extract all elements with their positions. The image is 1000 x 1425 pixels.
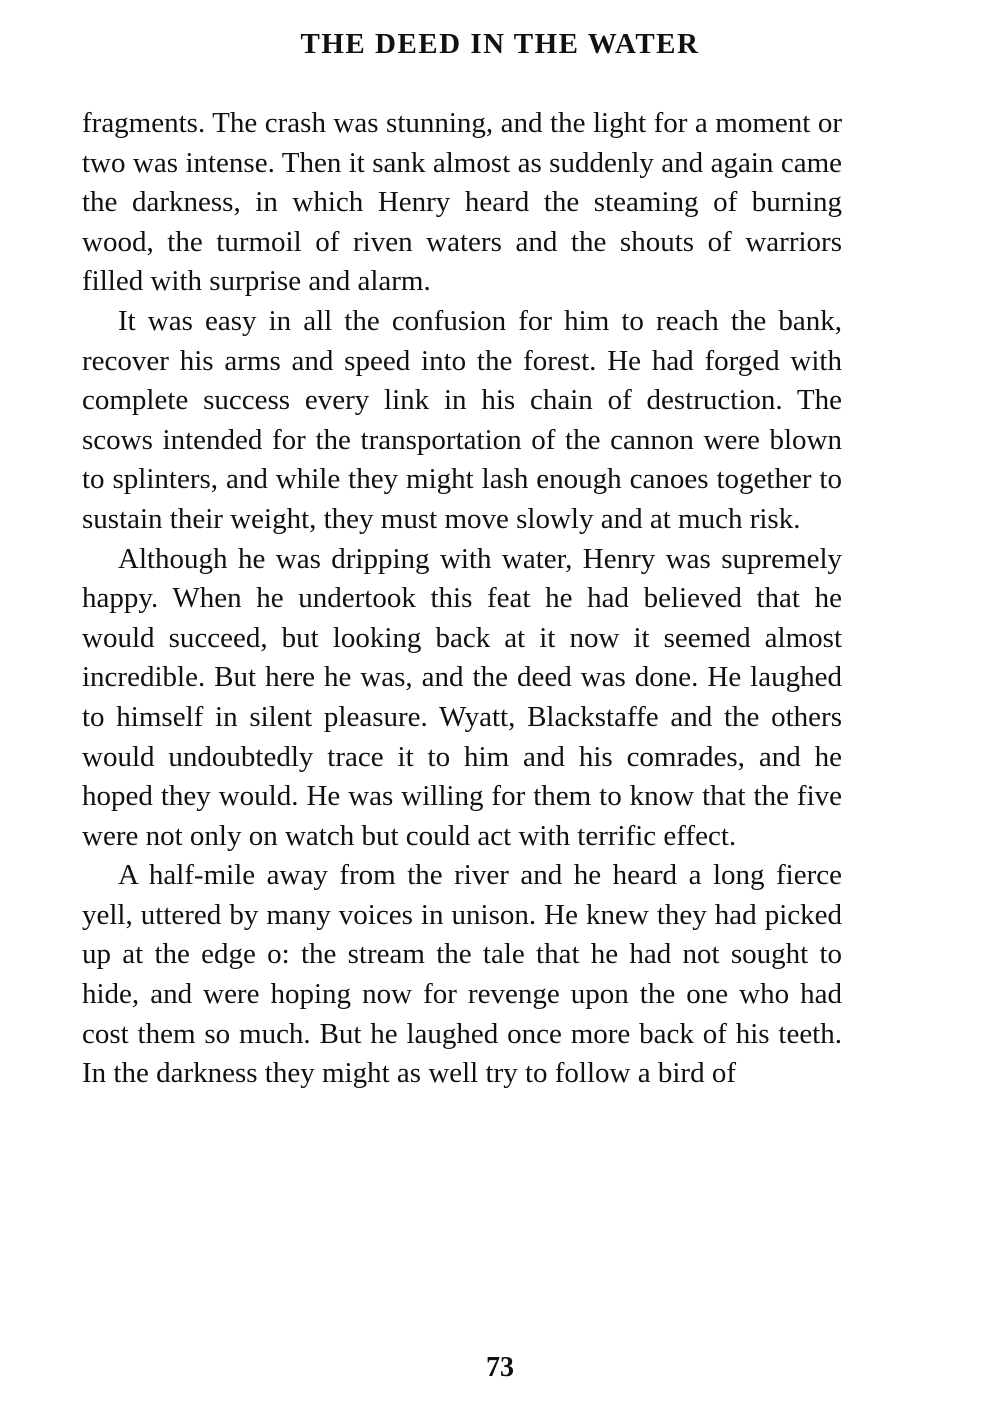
running-head-title: THE DEED IN THE WATER: [300, 28, 700, 60]
body-text: [82, 104, 842, 1094]
paragraph: It was easy in all the confusion for him to reach the bank, recover his arms and speed into the forest. He had forged with complete success every link in his chain of destruction. The scows intended for the transportation of the cannon were blown to splinters, and while they might lash enough canoes together to sustain their weight, they must move slowly and at much risk.: [82, 304, 842, 535]
paragraph-continued: fragments. The crash was stunning, and the light for a moment or two was intense. Then it sank almost as suddenly and again came the darkness, in which Henry heard the steaming of burning wood, the turmoil of riven waters and the shouts of warriors filled with surprise and alarm.: [82, 107, 842, 298]
paragraph: A half-mile away from the river and he heard a long fierce yell, uttered by many voices in unison. He knew they had picked up at the edge o: the stream the tale that he had not sought to hide, and were hoping now for revenge upon the one who had cost them so much. But he laughed once more back of his teeth. In the darkness they might as well try to follow a bird of: [82, 859, 842, 1090]
paragraph: Although he was dripping with water, Henry was supremely happy. When he undertook this feat he had believed that he would succeed, but looking back at it now it seemed almost incredible. But here he was, and the deed was done. He laughed to himself in silent pleasure. Wyatt, Blackstaffe and the others would undoubtedly trace it to him and his comrades, and he hoped they would. He was willing for them to know that the five were not only on watch but could act with terrific effect.: [82, 542, 842, 852]
page-number: 73: [486, 1352, 514, 1383]
